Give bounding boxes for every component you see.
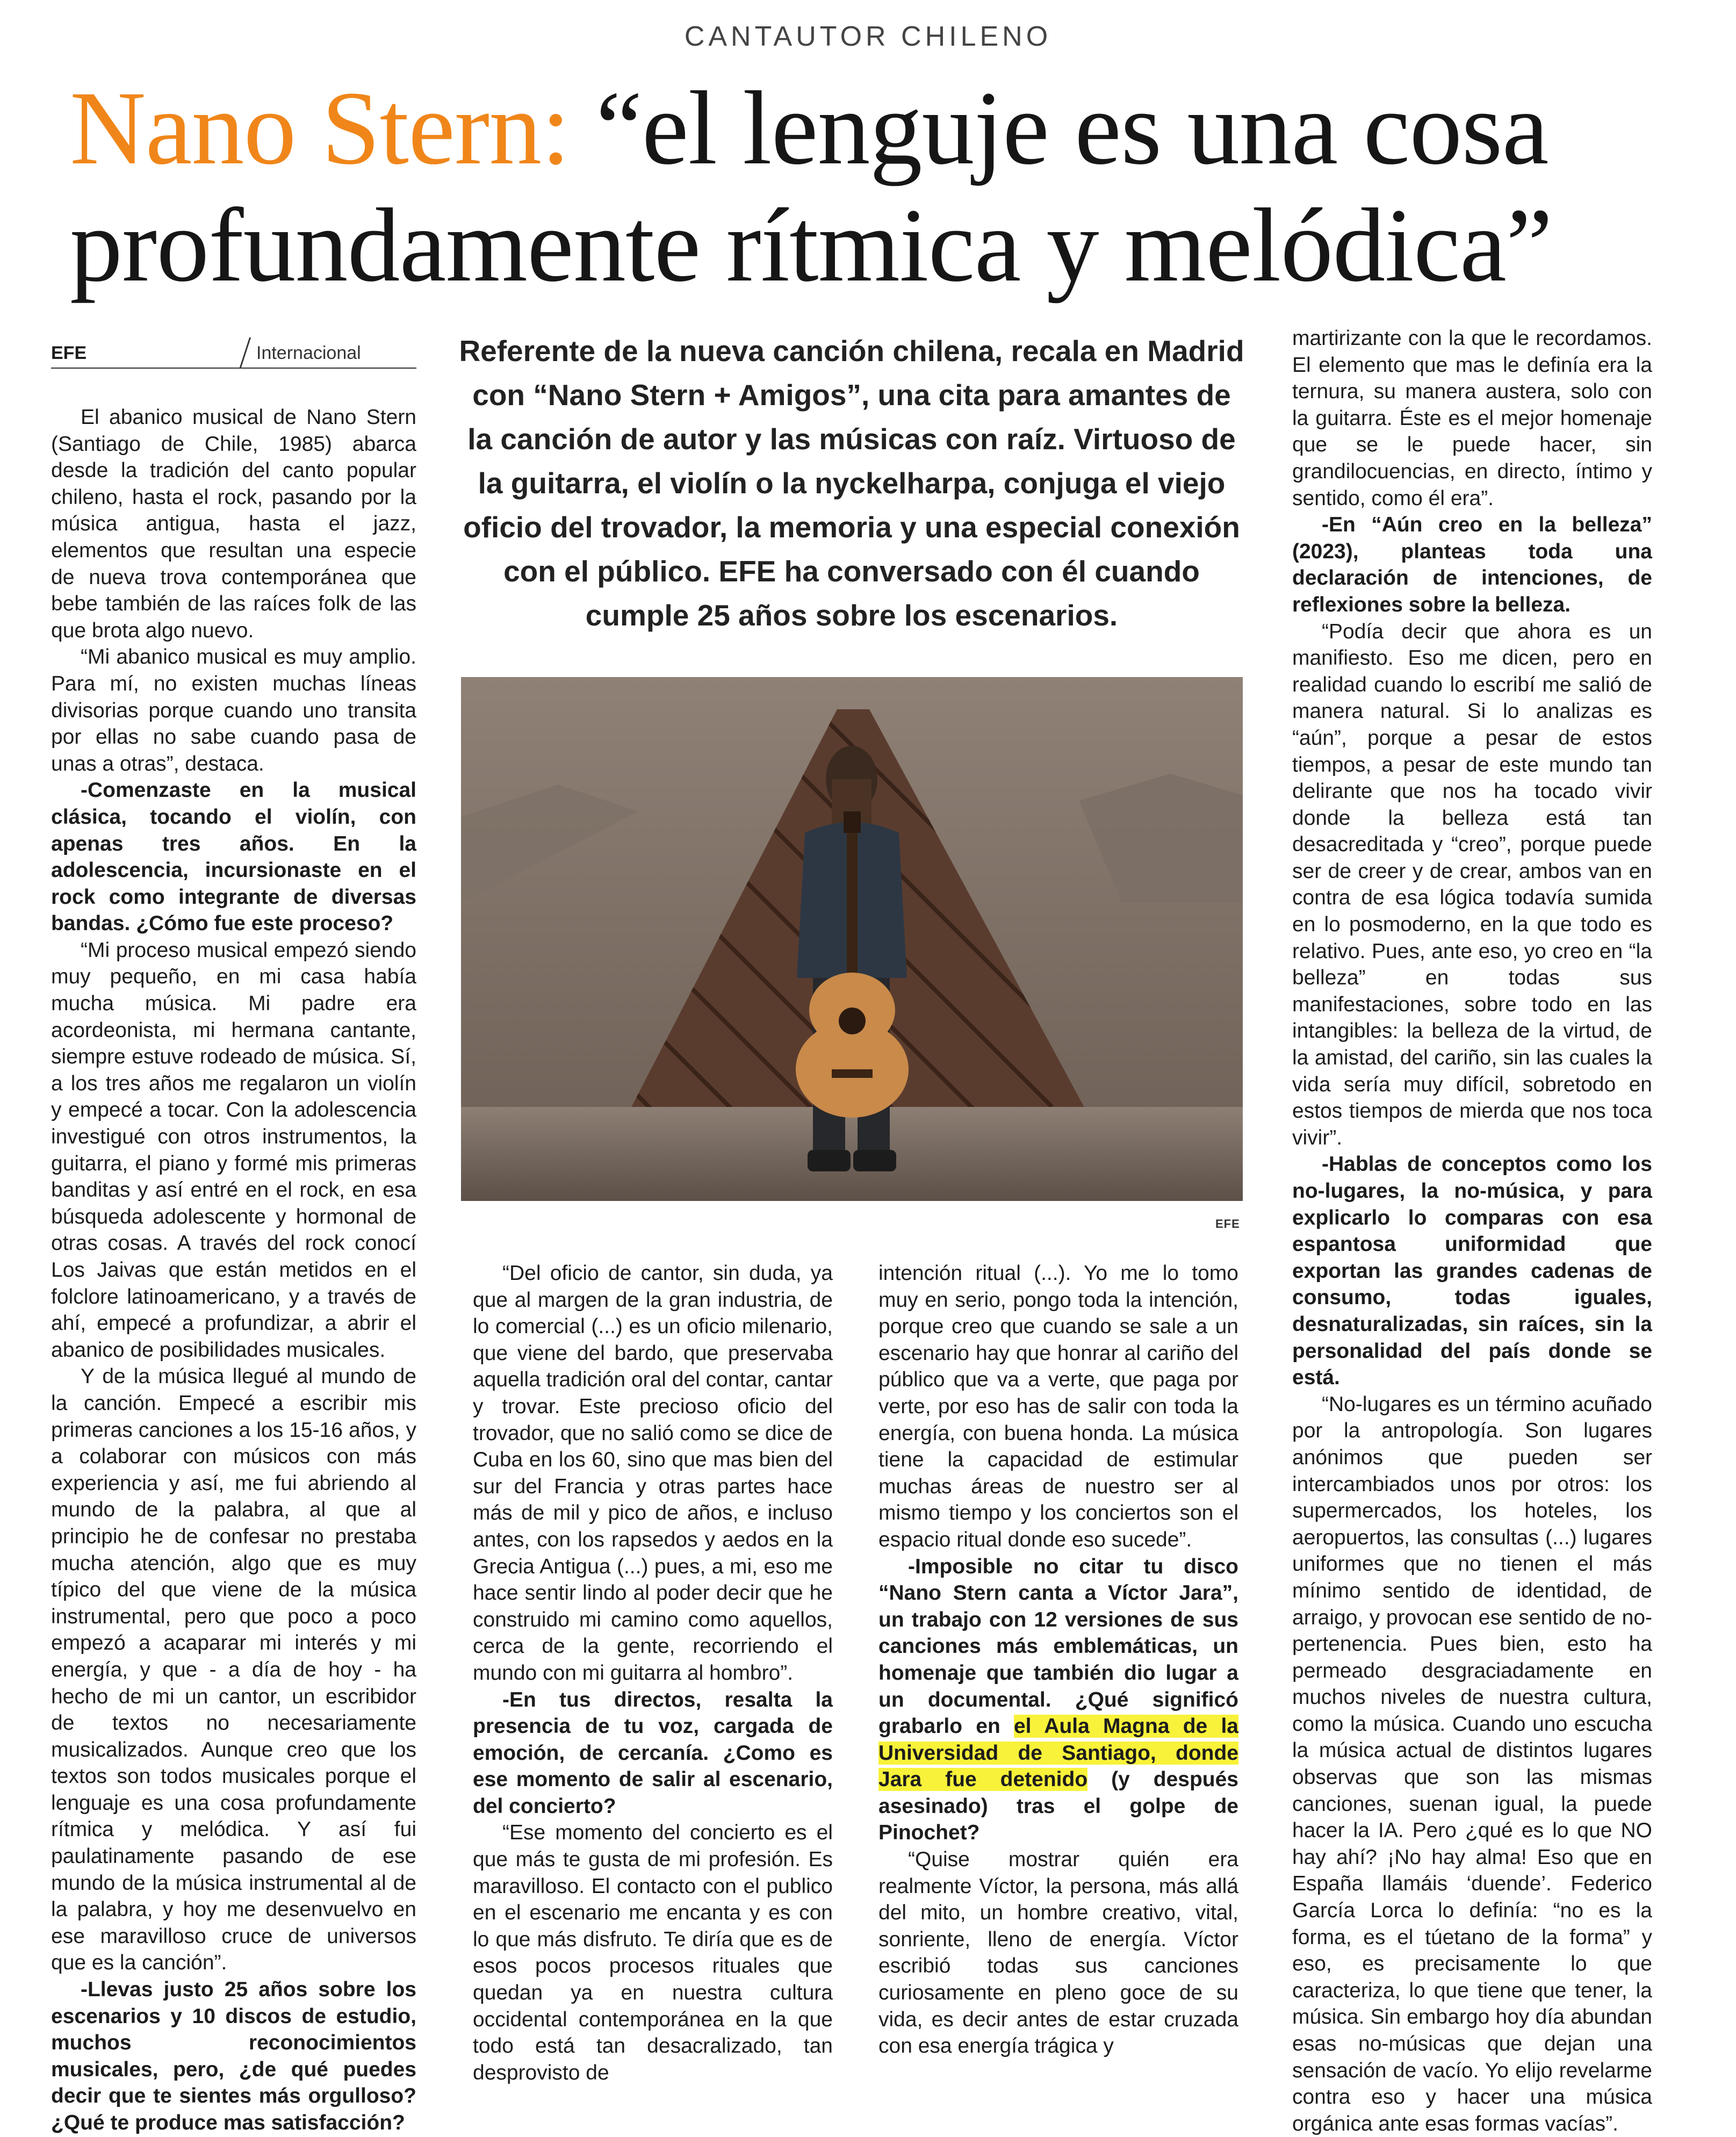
interview-question: -En tus directos, resalta la presencia de tu voz, cargada de emoción, de cercanía. ¿Como es ese momento de salir al escenario, del concierto? [473,1688,833,1818]
interview-question: -Llevas justo 25 años sobre los escenarios y 10 discos de estudio, muchos reconocimientos musicales, pero, ¿de qué puedes decir que te sientes más orgulloso? ¿Qué te produce mas satisfacción? [51,1978,416,2134]
lead-paragraph: Referente de la nueva canción chilena, recala en Madrid con “Nano Stern + Amigos”, una cita para amantes de la canción de autor y las músicas con raíz. Virtuoso de la guitarra, el violín o la nyckelharpa, conjuga el viejo oficio del trovador, la memoria y una especial conexión con el público. EFE ha conversado con él cuando cumple 25 años sobre los escenarios. [459,334,1244,632]
question-text: -Imposible no citar tu disco “Nano Stern canta a Víctor Jara”, un trabajo con 12 versiones de sus canciones más emblemáticas, un homenaje que también dio lugar a un documental. ¿Qué significó grabarlo en [878,1555,1238,1738]
paragraph: El abanico musical de Nano Stern (Santiago de Chile, 1985) abarca desde la tradición del canto popular chileno, hasta el rock, pasando por la música antigua, hasta el jazz, elementos que resultan una especie de nueva trova contemporánea que bebe también de las raíces folk de las que brota algo nuevo. [51,406,416,642]
interview-question [878,1553,1238,1847]
column-4 [1292,325,1652,2137]
photo-credit: EFE [1215,1217,1240,1231]
paragraph: “No-lugares es un término acuñado por la antropología. Son lugares anónimos que pueden ser intercambiados unos por otros: los supermercados, los hoteles, los aeropuertos, las consultas (...) lugares uniformes que no tienen el más mínimo sentido de identidad, de arraigo, y provocan ese sentido de no-pertenencia. Pues bien, esto ha permeado desgraciadamente en muchos niveles de nuestra cultura, como la música. Cuando uno escucha la música actual de distintos lugares observas que son las mismas canciones, suenan igual, la puede hacer la IA. Pero ¿qué es lo que NO hay ahí? ¡No hay alma! Eso que en España llamáis ‘duende’. Federico García Lorca lo definía: “no es la forma, es el túetano de la forma” y eso, es precisamente lo que caracteriza, lo que tiene que tener, la música. Sin embargo hoy día abundan esas no-músicas que dejan una sensación de vacío. Yo elijo revelarme contra eso y hacer una música orgánica ante esas formas vacías”. [1292,1392,1652,2135]
paragraph: intención ritual (...). Yo me lo tomo muy en serio, pongo toda la intención, porque creo que cuando se sale a un escenario hay que honrar al cariño del público que va a verte, que paga por verte, por eso has de salir con toda la energía, con buena honda. La música tiene la capacidad de estimular muchas áreas de nuestro ser al mismo tiempo y los conciertos son el espacio ritual donde eso sucede”. [878,1262,1238,1551]
question-text: (y después asesinado) tras el golpe de Pinochet? [878,1768,1238,1845]
paragraph: “Quise mostrar quién era realmente Víctor, la persona, más allá del mito, un hombre creativo, vital, sonriente, lleno de energía. Víctor escribió todas sus canciones curiosamente en pleno goce de su vida, es decir antes de estar cruzada con esa energía trágica y [878,1848,1238,2058]
paragraph: “Mi proceso musical empezó siendo muy pequeño, en mi casa había mucha música. Mi padre era acordeonista, mi hermana cantante, siempre estuve rodeado de música. Sí, a los tres años me regalaron un violín y empecé a tocar. Con la adolescencia investigué con otros instrumentos, la guitarra, el piano y formé mis primeras banditas y así entré en el rock, en esa búsqueda adolescente y hormonal de otras cosas. A través del rock conocí Los Jaivas que están metidos en el folclore latinoamericano, y a través de ahí, empecé a profundizar, a abrir el abanico de posibilidades musicales. [51,938,416,1362]
paragraph: “Del oficio de cantor, sin duda, ya que al margen de la gran industria, de lo comercial (...) es un oficio milenario, que viene del bardo, que preservaba aquella tradición oral del contar, cantar y trovar. Este precioso oficio del trovador, que no salió como se dice de Cuba en los 60, sino que mas bien del sur del Francia y otras partes hace más de mil y pico de años, e incluso antes, con los rapsedos y aedos en la Grecia Antigua (...) pues, a mi, eso me hace sentir lindo al poder decir que he construido mi camino como aquellos, cerca de la gente, recorriendo el mundo con mi guitarra al hombro”. [473,1262,833,1685]
headline [70,70,1682,304]
article-photo [461,677,1243,1201]
paragraph: Y de la música llegué al mundo de la canción. Empecé a escribir mis primeras canciones a los 15-16 años, y a colaborar con músicos con más experiencia y así, me fui abriendo al mundo de la palabra, al que al principio he de confesar no prestaba mucha atención, algo que es muy típico del que viene de la música instrumental, pero que poco a poco empezó a acaparar mi interés y mi energía, y que - a día de hoy - ha hecho de mi un cantor, un escribidor de textos no necesariamente musicalizados. Aunque creo que los textos son todos musicales porque el lenguaje es una cosa profundamente rítmica y melódica. Y así fui paulatinamente pasando de ese mundo de la música instrumental al de la palabra, y hoy me desenvuelvo en ese maravilloso cruce de universos que es la canción”. [51,1365,416,1975]
paragraph: martirizante con la que le recordamos. El elemento que mas le definía era la ternura, su manera austera, solo con la guitarra. Éste es el mejor homenaje que se le puede hacer, sin grandilocuencias, en directo, íntimo y sentido, como él era”. [1292,327,1652,510]
section-kicker: CANTAUTOR CHILENO [684,21,1052,52]
column-1 [51,404,416,2136]
headline-quote-line1: “el lenguje es una cosa [570,70,1548,186]
column-3 [878,1260,1238,2060]
interview-question: -Comenzaste en la musical clásica, tocando el violín, con apenas tres años. En la adolescencia, incursionaste en el rock como integrante de diversas bandas. ¿Cómo fue este proceso? [51,779,416,936]
byline-divider [240,337,251,368]
byline-agency: EFE [51,343,87,363]
column-2 [473,1260,833,2086]
interview-question: -Hablas de conceptos como los no-lugares, la no-música, y para explicarlo lo comparas con esa espantosa uniformidad que exportan las grandes cadenas de consumo, todas iguales, desnaturalizadas, sin raíces, sin la personalidad del país donde se está. [1292,1153,1652,1390]
paragraph: “Mi abanico musical es muy amplio. Para mí, no existen muchas líneas divisorias porque cuando uno transita por ellas no sabe cuando pasa de unas a otras”, destaca. [51,645,416,775]
photo-illustration [461,677,1243,1201]
interview-question: -En “Aún creo en la belleza” (2023), planteas toda una declaración de intenciones, de reflexiones sobre la belleza. [1292,513,1652,616]
highlighted-text: el Aula Magna de la Universidad de Santiago, donde Jara fue detenido [878,1715,1238,1791]
paragraph: “Podía decir que ahora es un manifiesto. Eso me dicen, pero en realidad cuando lo escribí me salió de manera natural. Si lo analizas es “aún”, porque a pesar de estos tiempos, a pesar de este mundo tan delirante que nos ha tocado vivir donde la belleza está tan desacreditada y “creo”, porque puede ser de creer y de crear, ambos van en contra de esa lógica todavía sumida en lo posmoderno, en la que todo es relativo. Pues, ante eso, yo creo en “la belleza” en todas sus manifestaciones, sobre todo en las intangibles: la belleza de la virtud, de la amistad, del cariño, sin las cuales la vida sería muy difícil, sobretodo en estos tiempos de mierda que nos toca vivir”. [1292,620,1652,1149]
byline-section: Internacional [256,343,361,363]
paragraph: “Ese momento del concierto es el que más te gusta de mi profesión. Es maravilloso. El contacto con el publico en el escenario me encanta y es con lo que más disfruto. Te diría que es de esos pocos procesos rituales que quedan ya en nuestra cultura occidental contemporánea en la que todo está tan desacralizado, tan desprovisto de [473,1821,833,2084]
headline-quote-line2: profundamente rítmica y melódica” [70,187,1552,304]
byline [51,337,416,369]
headline-name: Nano Stern: [70,70,570,186]
